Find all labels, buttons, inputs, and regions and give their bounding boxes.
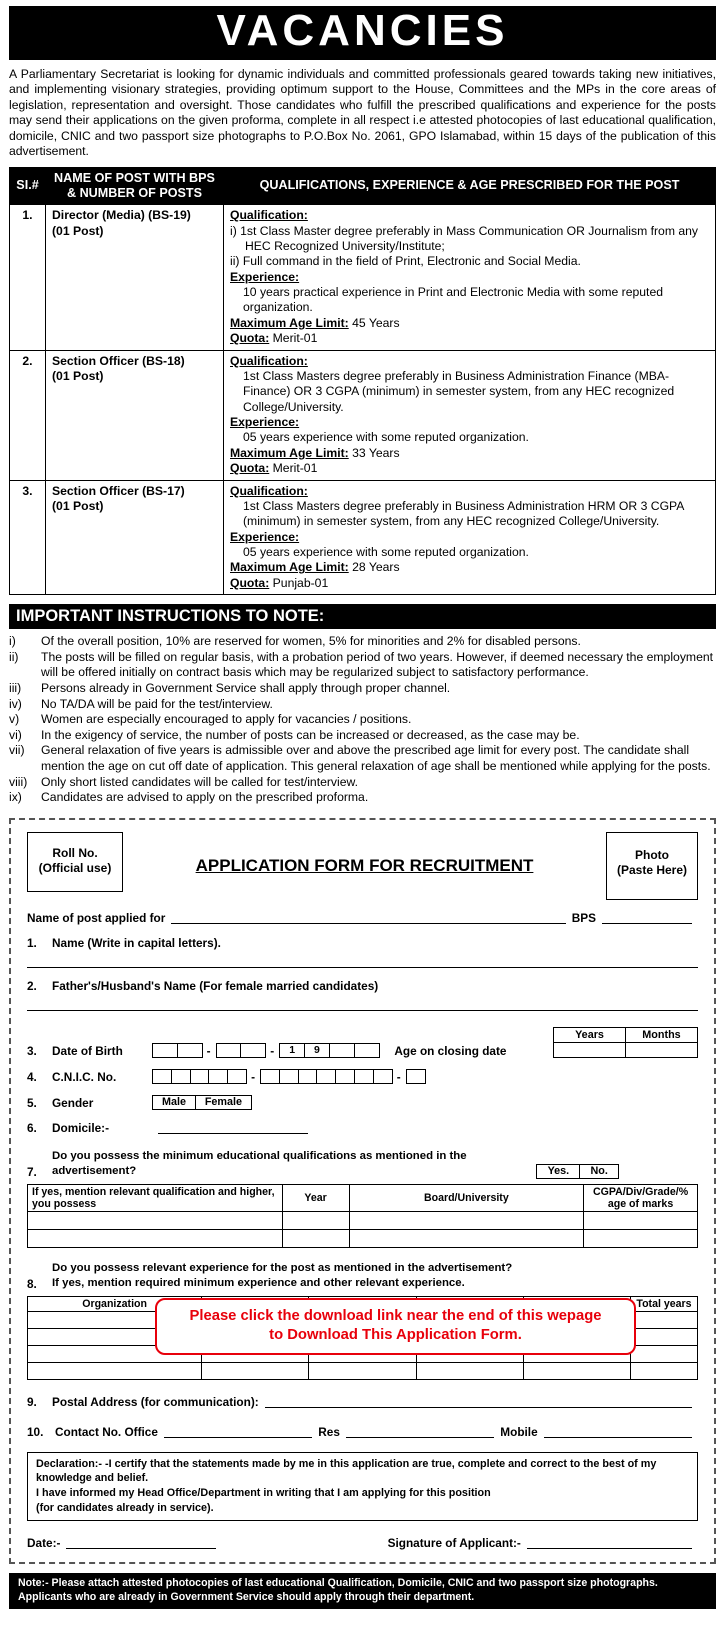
contact-office-label: Contact No. Office xyxy=(55,1424,158,1439)
qualification-question-row xyxy=(27,1149,698,1179)
dob-digit-box[interactable] xyxy=(329,1043,355,1058)
dob-separator: - xyxy=(206,1043,211,1058)
dob-digit-box[interactable] xyxy=(240,1043,266,1058)
download-notice-line1: Please click the download link near the end of this wepage xyxy=(189,1307,602,1324)
instruction-num: i) xyxy=(9,634,16,649)
gender-option-male[interactable]: Male xyxy=(152,1095,196,1110)
photo-box xyxy=(606,832,698,900)
row3-post-count: (01 Post) xyxy=(52,498,104,513)
row2-si: 2. xyxy=(10,350,46,480)
roll-no-sublabel: (Official use) xyxy=(38,861,112,876)
domicile-label: Domicile:- xyxy=(52,1121,110,1136)
instruction-num: ii) xyxy=(9,649,19,664)
dob-day-boxes xyxy=(152,1042,202,1057)
cnic-digit-box[interactable] xyxy=(406,1069,426,1084)
row2-post-name: Section Officer (BS-18) xyxy=(52,353,185,368)
qual-col-cgpa: CGPA/Div/Grade/% age of marks xyxy=(584,1184,698,1211)
empty-cell[interactable] xyxy=(349,1229,584,1247)
date-field[interactable] xyxy=(66,1536,216,1549)
row1-quota-value: Merit-01 xyxy=(272,331,318,346)
date-label: Date:- xyxy=(27,1536,61,1551)
download-notice-overlay xyxy=(155,1298,636,1355)
empty-cell[interactable] xyxy=(630,1311,697,1328)
row2-age-value: 33 Years xyxy=(352,445,400,460)
row1-si: 1. xyxy=(10,205,46,350)
row3-post xyxy=(46,480,224,595)
row3-details xyxy=(224,480,716,595)
instruction-item xyxy=(9,681,716,697)
age-months-header: Months xyxy=(626,1027,698,1042)
cnic-digit-box[interactable] xyxy=(335,1069,355,1084)
post-applied-field[interactable] xyxy=(171,911,565,924)
cnic-digit-box[interactable] xyxy=(373,1069,393,1084)
declaration-line3: (for candidates already in service). xyxy=(36,1502,214,1515)
post-row-2 xyxy=(10,350,716,480)
row2-qualification-label: Qualification: xyxy=(230,353,308,368)
cnic-digit-box[interactable] xyxy=(190,1069,210,1084)
bps-field[interactable] xyxy=(602,911,692,924)
instruction-num: iv) xyxy=(9,696,22,711)
field-num: 5. xyxy=(27,1096,37,1111)
cnic-digit-box[interactable] xyxy=(298,1069,318,1084)
field-num: 7. xyxy=(27,1164,37,1179)
declaration-line2: I have informed my Head Office/Department in writing that I am applying for this position xyxy=(36,1487,491,1500)
age-years-header: Years xyxy=(554,1027,626,1042)
cnic-digit-box[interactable] xyxy=(279,1069,299,1084)
instruction-text: Of the overall position, 10% are reserved for women, 5% for minorities and 2% for disabled persons. xyxy=(41,634,581,649)
header-si: SI.# xyxy=(10,167,46,204)
roll-no-label: Roll No. xyxy=(52,845,98,860)
postal-address-label: Postal Address (for communication): xyxy=(52,1394,259,1409)
contact-office-field[interactable] xyxy=(164,1425,312,1438)
contact-row xyxy=(27,1425,698,1439)
row2-details xyxy=(224,350,716,480)
row2-quota-value: Merit-01 xyxy=(272,461,318,476)
qualification-empty-row xyxy=(28,1211,698,1229)
instruction-item xyxy=(9,728,716,744)
row1-post xyxy=(46,205,224,350)
cnic-row xyxy=(27,1069,698,1084)
instruction-item xyxy=(9,712,716,728)
field-num: 10. xyxy=(27,1424,44,1439)
row1-qualification-label: Qualification: xyxy=(230,208,308,223)
row2-quota-label: Quota: xyxy=(230,461,270,476)
row2-post-count: (01 Post) xyxy=(52,368,104,383)
row2-post xyxy=(46,350,224,480)
empty-cell[interactable] xyxy=(630,1345,697,1362)
instruction-num: v) xyxy=(9,712,20,727)
row1-age-line xyxy=(230,316,709,331)
name-label: Name (Write in capital letters). xyxy=(52,935,221,950)
row3-quota-value: Punjab-01 xyxy=(272,575,329,590)
empty-cell[interactable] xyxy=(523,1362,630,1379)
cnic-boxes-3 xyxy=(406,1069,425,1084)
row2-age-line xyxy=(230,446,709,461)
row3-quota-line xyxy=(230,576,709,591)
instructions-list xyxy=(9,634,716,806)
domicile-row xyxy=(27,1121,698,1135)
dob-digit-box[interactable] xyxy=(354,1043,380,1058)
age-table xyxy=(553,1027,698,1058)
form-title: APPLICATION FORM FOR RECRUITMENT xyxy=(195,855,534,875)
name-field[interactable] xyxy=(27,967,698,968)
row3-qualification-text: 1st Class Masters degree preferably in Business Administration HRM OR 3 CGPA (minimum) in semester system, from any HEC recognized College/University. xyxy=(243,498,684,529)
instruction-item xyxy=(9,743,716,774)
gender-row xyxy=(27,1095,698,1110)
dob-digit-box[interactable] xyxy=(177,1043,203,1058)
instruction-item xyxy=(9,697,716,713)
instruction-num: viii) xyxy=(9,774,28,789)
experience-question-row xyxy=(27,1261,698,1291)
intro-paragraph: A Parliamentary Secretariat is looking for dynamic individuals and committed professionals geared towards taking new initiatives, and implementing visionary strategies, providing optimum support to the House, Committees and the MPs in the core areas of legislation, representation and oversight. Those candidates who fulfill the prescribed qualifications and experience for the posts may send their applications on the given proforma, complete in all respect i.e attested photocopies of last educational qualification, domicile, CNIC and two passport size photographs to P.O.Box No. 2061, GPO Islamabad, within 15 days of the publication of this advertisement. xyxy=(9,67,716,159)
instruction-text: The posts will be filled on regular basis, with a probation period of two years. However, if deemed necessary the employment will be offered initially on contract basis which may be regularized subject to satisfactory performance. xyxy=(41,649,714,680)
empty-cell[interactable] xyxy=(584,1229,698,1247)
row2-experience-label: Experience: xyxy=(230,415,300,429)
row1-post-name: Director (Media) (BS-19) xyxy=(52,208,191,223)
instruction-text: No TA/DA will be paid for the test/interview. xyxy=(41,696,273,711)
row3-experience-label: Experience: xyxy=(230,529,300,544)
cnic-digit-box[interactable] xyxy=(208,1069,228,1084)
signature-field[interactable] xyxy=(527,1536,692,1549)
contact-res-label: Res xyxy=(318,1424,340,1439)
row1-qualification-item-2: ii) Full command in the field of Print, Electronic and Social Media. xyxy=(230,254,581,269)
contact-res-field[interactable] xyxy=(346,1425,494,1438)
instruction-num: vi) xyxy=(9,727,22,742)
father-name-field[interactable] xyxy=(27,1010,698,1011)
instruction-item xyxy=(9,790,716,806)
experience-question-line2: If yes, mention required minimum experience and other relevant experience. xyxy=(52,1276,465,1289)
contact-mobile-field[interactable] xyxy=(544,1425,692,1438)
experience-section xyxy=(27,1296,698,1380)
father-name-label: Father's/Husband's Name (For female married candidates) xyxy=(52,978,379,993)
empty-cell[interactable] xyxy=(630,1362,697,1379)
field-num: 9. xyxy=(27,1394,37,1409)
dob-row xyxy=(27,1027,698,1058)
experience-question-line1: Do you possess relevant experience for the post as mentioned in the advertisement? xyxy=(52,1261,513,1274)
post-applied-row xyxy=(27,911,698,925)
row2-quota-line xyxy=(230,461,709,476)
empty-cell[interactable] xyxy=(584,1211,698,1229)
header-post: NAME OF POST WITH BPS & NUMBER OF POSTS xyxy=(46,167,224,204)
instruction-num: iii) xyxy=(9,680,22,695)
row1-quota-label: Quota: xyxy=(230,331,270,346)
experience-question xyxy=(52,1261,512,1291)
instruction-text: General relaxation of five years is admissible over and above the prescribed age limit for every post. The candidate shall mention the age on cut off date of application. This general relaxation of age shall be mentioned while applying for the posts. xyxy=(41,743,711,773)
instruction-item xyxy=(9,650,716,681)
field-num: 6. xyxy=(27,1121,37,1136)
row1-age-value: 45 Years xyxy=(352,315,400,330)
row2-experience-text: 05 years experience with some reputed organization. xyxy=(243,430,529,445)
row1-experience-label: Experience: xyxy=(230,269,300,284)
exp-col-total-years: Total years xyxy=(630,1296,697,1311)
row1-quota-line xyxy=(230,331,709,346)
instruction-item xyxy=(9,634,716,650)
cnic-digit-box[interactable] xyxy=(354,1069,374,1084)
exp-col-organization: Organization xyxy=(28,1296,202,1311)
vacancies-banner: VACANCIES xyxy=(9,6,716,60)
qual-col-year: Year xyxy=(282,1184,349,1211)
instruction-text: Persons already in Government Service shall apply through proper channel. xyxy=(41,680,451,695)
row3-si: 3. xyxy=(10,480,46,595)
cnic-digit-box[interactable] xyxy=(316,1069,336,1084)
field-num: 2. xyxy=(27,978,37,993)
empty-cell[interactable] xyxy=(630,1328,697,1345)
empty-cell[interactable] xyxy=(349,1211,584,1229)
row3-experience-text: 05 years experience with some reputed organization. xyxy=(243,545,529,559)
signature-label: Signature of Applicant:- xyxy=(387,1536,521,1551)
qualification-table xyxy=(27,1184,698,1248)
header-details: QUALIFICATIONS, EXPERIENCE & AGE PRESCRIBED FOR THE POST xyxy=(224,167,716,204)
row2-age-label: Maximum Age Limit: xyxy=(230,445,349,460)
dob-digit-box[interactable] xyxy=(152,1043,178,1058)
empty-cell[interactable] xyxy=(282,1211,349,1229)
instruction-text: Women are especially encouraged to apply for vacancies / positions. xyxy=(41,712,412,727)
field-num: 3. xyxy=(27,1043,37,1058)
roll-no-box xyxy=(27,832,123,892)
post-row-1 xyxy=(10,205,716,350)
instruction-text: Candidates are advised to apply on the prescribed proforma. xyxy=(41,790,369,805)
instruction-text: In the exigency of service, the number of posts can be increased or decreased, as the case may be. xyxy=(41,727,580,742)
row3-qualification-label: Qualification: xyxy=(230,483,308,498)
instruction-text: Only short listed candidates will be called for test/interview. xyxy=(41,774,359,789)
instruction-num: ix) xyxy=(9,790,22,805)
dob-year-boxes xyxy=(279,1042,378,1057)
bottom-note-bar: Note:- Please attach attested photocopies of last educational Qualification, Domicile, CNIC and two passport size photographs. Applicants who are already in Government Service should apply through their department. xyxy=(9,1573,716,1609)
empty-cell[interactable] xyxy=(416,1362,523,1379)
postal-address-field[interactable] xyxy=(265,1395,692,1408)
posts-table xyxy=(9,167,716,595)
cnic-digit-box[interactable] xyxy=(260,1069,280,1084)
empty-cell[interactable] xyxy=(202,1362,309,1379)
post-row-3 xyxy=(10,480,716,595)
row2-qualification-text: 1st Class Masters degree preferably in Business Administration Finance (MBA-Finance) OR 3 CGPA (minimum) in semester system, from any HEC recognized College/University. xyxy=(243,368,675,414)
row3-quota-label: Quota: xyxy=(230,575,270,590)
row3-post-name: Section Officer (BS-17) xyxy=(52,483,185,498)
cnic-digit-box[interactable] xyxy=(152,1069,172,1084)
name-row xyxy=(27,936,698,950)
date-signature-row xyxy=(27,1536,698,1550)
contact-mobile-label: Mobile xyxy=(500,1424,538,1439)
row1-age-label: Maximum Age Limit: xyxy=(230,315,349,330)
dob-label: Date of Birth xyxy=(52,1043,123,1058)
instruction-num: vii) xyxy=(9,743,25,758)
qual-col-relevant: If yes, mention relevant qualification and higher, you possess xyxy=(28,1184,283,1211)
post-applied-label: Name of post applied for xyxy=(27,910,166,925)
posts-table-header-row xyxy=(10,167,716,204)
declaration-line1: Declaration:- -I certify that the statements made by me in this application are true, complete and correct to the best of my knowledge and belief. xyxy=(36,1457,657,1485)
father-name-row xyxy=(27,979,698,993)
row3-age-label: Maximum Age Limit: xyxy=(230,560,349,575)
cnic-separator: - xyxy=(396,1070,401,1085)
cnic-digit-box[interactable] xyxy=(171,1069,191,1084)
cnic-boxes-1 xyxy=(152,1069,246,1084)
field-num: 8. xyxy=(27,1276,37,1291)
empty-cell[interactable] xyxy=(28,1211,283,1229)
age-closing-label: Age on closing date xyxy=(394,1043,507,1058)
qualification-empty-row xyxy=(28,1229,698,1247)
row3-age-line xyxy=(230,560,709,575)
experience-empty-row xyxy=(28,1362,698,1379)
bps-label: BPS xyxy=(571,910,596,925)
qual-col-board: Board/University xyxy=(349,1184,584,1211)
dob-separator: - xyxy=(270,1043,275,1058)
gender-option-female[interactable]: Female xyxy=(195,1095,252,1110)
empty-cell[interactable] xyxy=(28,1229,283,1247)
empty-cell[interactable] xyxy=(309,1362,416,1379)
cnic-separator: - xyxy=(251,1070,255,1085)
empty-cell[interactable] xyxy=(28,1362,202,1379)
cnic-digit-box[interactable] xyxy=(227,1069,247,1084)
row1-qualification-item-1: i) 1st Class Master degree preferably in Mass Communication OR Journalism from any HEC Recognized University/Institute; xyxy=(230,223,699,253)
age-years-cell[interactable] xyxy=(554,1042,626,1057)
photo-label: Photo xyxy=(635,847,669,862)
age-months-cell[interactable] xyxy=(626,1042,698,1057)
qualification-question: Do you possess the minimum educational qualifications as mentioned in the advertisement? xyxy=(52,1150,467,1178)
domicile-field[interactable] xyxy=(158,1121,308,1134)
qualification-table-header xyxy=(28,1184,698,1211)
qualification-no-box[interactable]: No. xyxy=(579,1164,619,1179)
instruction-item xyxy=(9,775,716,791)
gender-label: Gender xyxy=(52,1096,94,1111)
empty-cell[interactable] xyxy=(282,1229,349,1247)
application-form xyxy=(9,818,716,1564)
row1-post-count: (01 Post) xyxy=(52,223,104,238)
cnic-label: C.N.I.C. No. xyxy=(52,1070,117,1085)
field-num: 1. xyxy=(27,935,37,950)
cnic-boxes-2 xyxy=(260,1069,392,1084)
dob-digit-box[interactable] xyxy=(216,1043,242,1058)
postal-address-row xyxy=(27,1395,698,1409)
row3-age-value: 28 Years xyxy=(352,560,400,575)
dob-month-boxes xyxy=(216,1042,266,1057)
form-header xyxy=(27,832,698,900)
row1-experience-text: 10 years practical experience in Print and Electronic Media with some reputed organization. xyxy=(243,285,664,315)
dob-digit-box[interactable]: 9 xyxy=(304,1043,330,1058)
instructions-heading: IMPORTANT INSTRUCTIONS TO NOTE: xyxy=(9,604,716,629)
download-notice-line2: to Download This Application Form. xyxy=(269,1327,522,1344)
row1-details xyxy=(224,205,716,350)
dob-digit-box[interactable]: 1 xyxy=(279,1043,305,1058)
photo-sublabel: (Paste Here) xyxy=(616,863,688,878)
declaration-box xyxy=(27,1452,698,1522)
qualification-yes-box[interactable]: Yes. xyxy=(536,1164,580,1179)
field-num: 4. xyxy=(27,1070,37,1085)
